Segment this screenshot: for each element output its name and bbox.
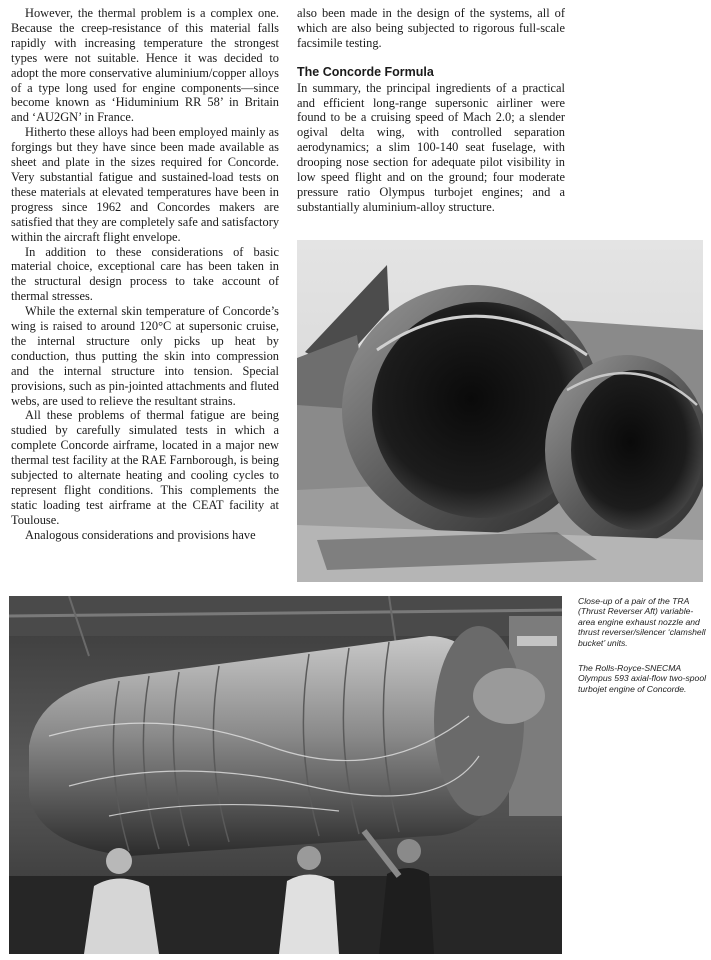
caption-nozzle: Close-up of a pair of the TRA (Thrust Reverser Aft) variable-area engine exhaust nozzle and thrust reverser/silencer ‘clamshell bucket’ units.	[578, 596, 706, 648]
engine-photo-image	[9, 596, 562, 954]
paragraph-thermal-tests: All these problems of thermal fatigue are being studied by carefully simulated tests in which a complete Concorde airframe, located in a major new thermal test facility at the RAE Farnborough, is being subjected to alternate heating and cooling cycles to represent flight conditions. This complements the static loading test airframe at the CEAT facility at Toulouse.	[11, 408, 279, 527]
right-text-column	[297, 6, 565, 215]
paragraph-concorde-formula: In summary, the principal ingredients of a practical and efficient long-range supersonic airliner were found to be a cruising speed of Mach 2.0; a slender ogival delta wing, with controlled separation aerodynamics; a slim 100-140 seat fuselage, with drooping nose section for adequate pilot visibility in low speed flight and on the ground; four moderate pressure ratio Olympus turbojet engines; and a substantially aluminium-alloy structure.	[297, 80, 565, 214]
paragraph-alloys-forgings: Hitherto these alloys had been employed mainly as forgings but they have since been made available as sheet and plate in the sizes required for Concorde. Very substantial fatigue and sustained-load tests on these materials at elevated temperatures have been in progress since 1962 and Concordes makers are satisfied that they are completely safe and satisfactory within the aircraft flight envelope.	[11, 125, 280, 244]
paragraph-thermal-problem: However, the thermal problem is a complex one. Because the creep-resistance of this material falls rapidly with increasing temperature the strongest types were not suitable. Hence it was decided to adopt the more conservative aluminium/copper alloys of a type long used for engine components—since become known as ‘Hiduminium RR 58’ in Britain and ‘AU2GN’ in France.	[11, 6, 279, 125]
paragraph-analogous: Analogous considerations and provisions have	[25, 527, 256, 542]
paragraph-material-choice: In addition to these considerations of basic material choice, exceptional care has been taken in the structural design process to take account of thermal stresses.	[11, 244, 279, 304]
section-heading: The Concorde Formula	[297, 64, 434, 79]
left-text-column	[11, 6, 279, 543]
nozzle-photo-image	[297, 240, 703, 582]
nozzle-photo	[297, 240, 703, 582]
paragraph-skin-temperature: While the external skin temperature of Concorde’s wing is raised to around 120°C at supersonic cruise, the internal structure only picks up heat by conduction, thus putting the skin into compression and the internal structure into tension. Special provisions, such as pin-jointed attachments and fluted webs, are used to relieve the resultant strains.	[11, 304, 279, 408]
engine-photo	[9, 596, 562, 954]
paragraph-systems-testing: also been made in the design of the systems, all of which are also being subjected to rigorous full-scale facsimile testing.	[297, 6, 565, 50]
caption-engine: The Rolls-Royce-SNECMA Olympus 593 axial-flow two-spool turbojet engine of Concorde.	[578, 663, 707, 694]
